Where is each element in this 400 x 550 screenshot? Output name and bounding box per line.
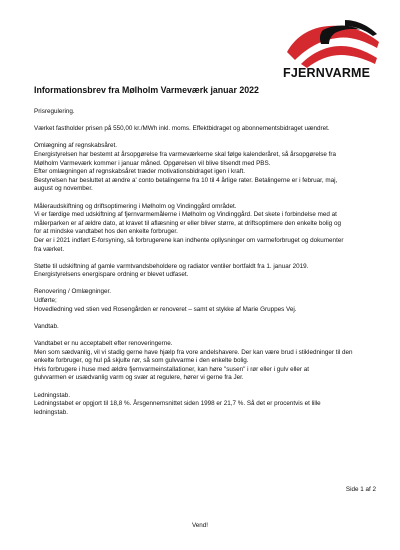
page-title: Informationsbrev fra Mølholm Varmeværk januar 2022	[34, 85, 259, 95]
text-line: Ledningstab.	[34, 391, 71, 399]
text-line: Ledningstabet er opgjort til 18,8 %. Årsgennemsnittet siden 1998 er 21,7 %. Så det er procentvis et lille	[34, 400, 321, 408]
paragraph	[34, 323, 372, 332]
text-line: for at mindske vandtabet hos den enkelte forbruger.	[34, 228, 178, 236]
text-line: Men som sædvanlig, vil vi stadig gerne have hjælp fra vore andelshavere. Der kan være brud i stikledninger til den	[34, 348, 353, 356]
logo-wordmark: FJERNVARME	[283, 66, 371, 80]
paragraph	[34, 203, 372, 255]
flame-icon	[283, 18, 383, 68]
paragraph	[34, 108, 372, 117]
text-line: Renovering / Omlægninger.	[34, 288, 112, 296]
paragraph	[34, 125, 372, 134]
text-line: målerparken er af ældre dato, at kravet til aflæsning er eller bliver større, at driftsoptimere den enkelte bolig og	[34, 219, 341, 227]
text-line: Energistyrelsens energispare ordning er blevet udfaset.	[34, 271, 189, 279]
paragraph	[34, 142, 372, 194]
paragraph	[34, 263, 372, 280]
turn-over-note: Vend!	[191, 522, 209, 529]
text-line: Vi er færdige med udskiftning af fjernvarmemålerne i Mølholm og Vindinggård. Det skete i forbindelse med at	[34, 211, 337, 219]
text-line: Værket fastholder prisen på 550,00 kr./MWh inkl. moms. Effektbidraget og abonnementsbidraget uændret.	[34, 125, 330, 133]
text-line: ledningstab.	[34, 408, 68, 416]
text-line: Støtte til udskiftning af gamle varmtvandsbeholdere og radiator ventiler bortfaldt fra 1. januar 2019.	[34, 262, 309, 270]
text-line: august og november.	[34, 185, 93, 193]
letter-body	[34, 108, 372, 426]
page-number: Side 1 af 2	[345, 486, 376, 493]
text-line: Vandtabet er nu acceptabelt efter renoveringerne.	[34, 340, 173, 348]
text-line: Hvis forbrugere i huse med ældre fjernvarmeinstallationer, kan høre "susen" i rør eller i gulv eller at	[34, 365, 309, 373]
text-line: Der er i 2021 indført E-forsyning, så forbrugerene kan indhente opllysninger om varmeforbruget og dokumenter	[34, 236, 344, 244]
text-line: Prisregulering.	[34, 108, 75, 115]
text-line: Energistyrelsen har bestemt at årsopgørelse fra varmeværkerne skal følge kalenderåret, så årsopgørelse fra	[34, 150, 337, 158]
text-line: Mølholm Varmeværk kommer i januar måned. Opgørelsen vil blive tilsendt med PBS.	[34, 159, 271, 167]
text-line: fra værket.	[34, 245, 65, 253]
paragraph	[34, 392, 372, 418]
text-line: Omlægning af regnskabsåret.	[34, 142, 117, 150]
text-line: gulvvarmen er usædvanlig varm og svær at regulere, hører vi gerne fra Jer.	[34, 374, 244, 382]
text-line: Bestyrelsen har besluttet at ændre a' conto betalingerne fra 10 til 4 årlige rater. Betalingerne er i februar, maj,	[34, 176, 338, 184]
text-line: Efter omlægningen af regnskabsåret træder motivationsbidraget igen i kraft.	[34, 168, 246, 176]
text-line: Vandtab.	[34, 322, 59, 330]
text-line: Udførte;	[34, 297, 57, 305]
text-line: Hovedledning ved stien ved Rosengården er renoveret – samt et stykke af Marie Gruppes Vej.	[34, 305, 297, 313]
text-line: enkelte forbruger, og hul på skjulte rør, så som gulvvarme i den enkelte bolig.	[34, 357, 249, 365]
paragraph	[34, 340, 372, 383]
paragraph	[34, 288, 372, 314]
text-line: Måleraudskiftning og driftsoptimering i Mølholm og Vindinggård området.	[34, 202, 237, 210]
